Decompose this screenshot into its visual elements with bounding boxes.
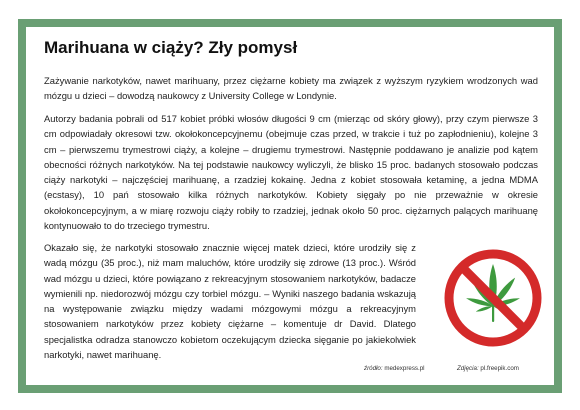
- article-paragraph-1: Zażywanie narkotyków, nawet marihuany, przez ciężarne kobiety ma związek z wyższym ryzykiem wrodzonych wad mózgu u dzieci – dowodzą naukowcy z University College w Londynie.: [44, 75, 538, 102]
- article-paragraph-3: Okazało się, że narkotyki stosowało znacznie więcej matek dzieci, które urodziły się z wadą mózgu (35 proc.), niż mam maluchów, które urodziły się zdrowe (13 proc.). Wśród wad mózgu u dzieci, które powiązano z rekreacyjnym stosowaniem narkotyków, badacze wymienili np. niedorozwój mózgu czy torbiel mózgu. – Wyniki naszego badania wskazują na występowanie związku między wadami mózgowymi mózgu a rekreacyjnym stosowaniem narkotyków przez kobiety ciężarne – komentuje dr David. Dlatego specjalistka odradza stanowczo kobietom oczekującym dziecka sięganie po jakiekolwiek narkotyki, nawet marihuanę.: [44, 242, 416, 361]
- article-title: Marihuana w ciąży? Zły pomysł: [44, 38, 298, 57]
- source-value: medexpress.pl: [384, 365, 425, 372]
- photo-value: pl.freepik.com: [480, 365, 519, 372]
- article-paragraph-2: Autorzy badania pobrali od 517 kobiet próbki włosów długości 9 cm (mierząc od skóry głowy), przy czym pierwsze 3 cm odpowiadały okresowi tzw. okołokoncepcyjnemu (obejmuje czas przed, w trakcie i tuż po zapłodnieniu), kolejne 3 cm – pierwszemu trymestrowi ciąży, a kolejne – drugiemu trymestrowi. Następnie poddawano je analizie pod kątem obecności różnych narkotyków. Na tej podstawie naukowcy wyliczyli, że blisko 15 proc. badanych stosowało podczas ciąży narkotyki – najczęściej marihuanę, a rzadziej kokainę. Jedna z kobiet stosowała ketaminę, a jedna MDMA (ecstasy), 10 pań stosowało kilka różnych narkotyków. Kobiety sięgały po nie przeważnie w okresie okołokoncepcyjnym, a w miarę rozwoju ciąży robiły to rzadziej, jednak około 50 proc. ciężarnych palących marihuanę kontynuowało to do trzeciego trymestru.: [44, 113, 538, 232]
- photo-label: Zdjęcia:: [457, 365, 479, 372]
- photo-credit: [457, 365, 519, 372]
- source-label: źródło:: [364, 365, 383, 372]
- no-cannabis-icon: [443, 248, 543, 348]
- source-credit: [364, 365, 425, 372]
